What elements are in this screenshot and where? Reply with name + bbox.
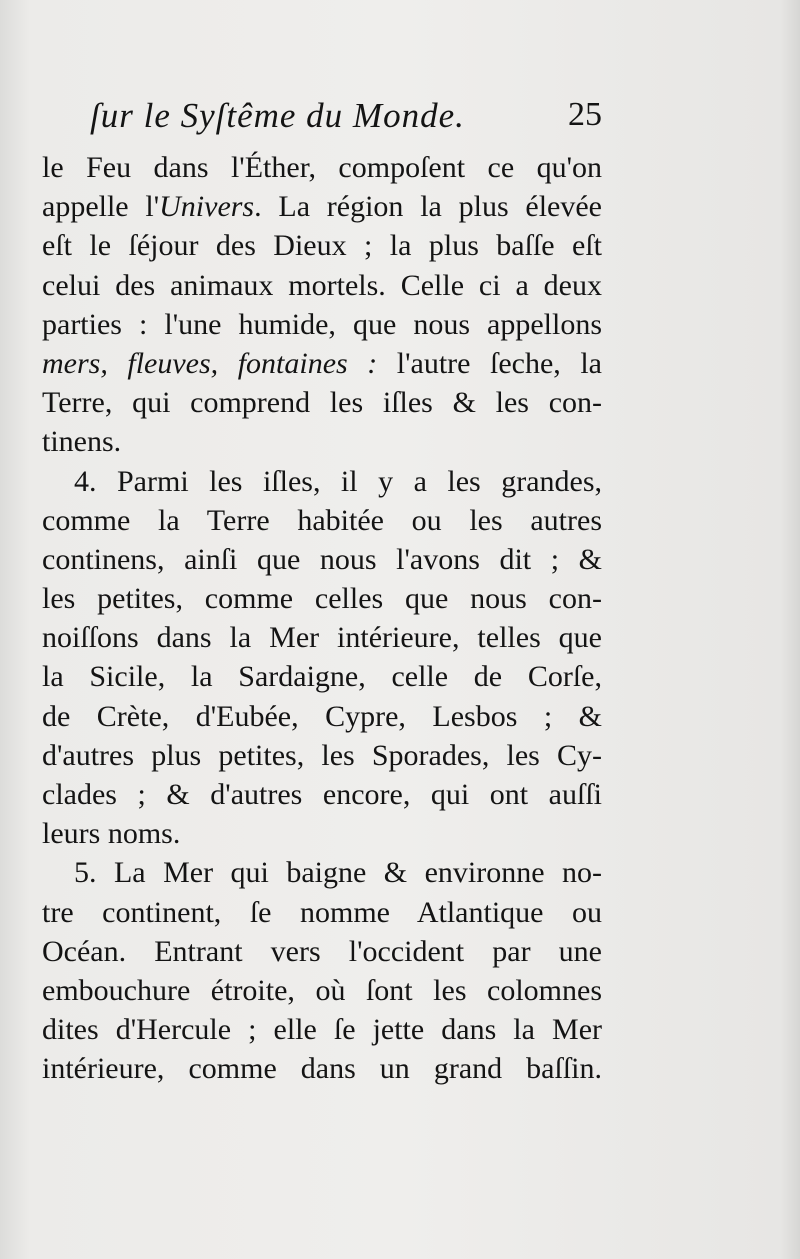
text-line: embouchure étroite, où ſont les colomnes [42, 973, 602, 1007]
text-line: noiſſons dans la Mer intérieure, telles que [42, 621, 602, 655]
text-line: la Sicile, la Sardaigne, celle de Corſe, [42, 660, 602, 694]
running-title: ſur le Syſtême du Monde. [90, 96, 465, 135]
text-line: d'autres plus petites, les Sporades, les Cy- [42, 738, 602, 772]
italic-word: mers, fleuves, fontaines : [42, 346, 378, 380]
paragraph-4-line: 4. Parmi les iſles, il y a les grandes, [74, 464, 602, 498]
text-line: Océan. Entrant vers l'occident par une [42, 934, 602, 968]
text-line: tre continent, ſe nomme Atlantique ou [42, 895, 602, 929]
text-line: les petites, comme celles que nous con- [42, 582, 602, 616]
text-line: clades ; & d'autres encore, qui ont auſſi [42, 778, 602, 811]
text-line: dites d'Hercule ; elle ſe jette dans la Mer [42, 1013, 602, 1047]
text-line: appelle l'Univers. La région la plus élevée [42, 190, 602, 224]
page-body [42, 148, 602, 1089]
text-line: comme la Terre habitée ou les autres [42, 503, 602, 537]
text-line: leurs noms. [42, 817, 181, 851]
italic-word: Univers [159, 190, 255, 224]
page-header [90, 96, 602, 146]
text-line: tinens. [42, 425, 122, 459]
text-line: continens, ainſi que nous l'avons dit ; & [42, 542, 602, 576]
paragraph-5-line: 5. La Mer qui baigne & environne no- [74, 856, 602, 890]
text-line: celui des animaux mortels. Celle ci a deux [42, 268, 602, 302]
text-line: eſt le ſéjour des Dieux ; la plus baſſe eſt [42, 229, 602, 263]
text-line: Terre, qui comprend les iſles & les con- [42, 386, 602, 420]
text-line: intérieure, comme dans un grand baſſin. [42, 1052, 602, 1086]
text-line: le Feu dans l'Éther, compoſent ce qu'on [42, 151, 602, 184]
text-line: parties : l'une humide, que nous appellons [42, 307, 602, 341]
text-line: de Crète, d'Eubée, Cypre, Lesbos ; & [42, 699, 602, 733]
page-number: 25 [568, 96, 602, 133]
text-line: mers, fleuves, fontaines : l'autre ſeche, la [42, 346, 602, 380]
